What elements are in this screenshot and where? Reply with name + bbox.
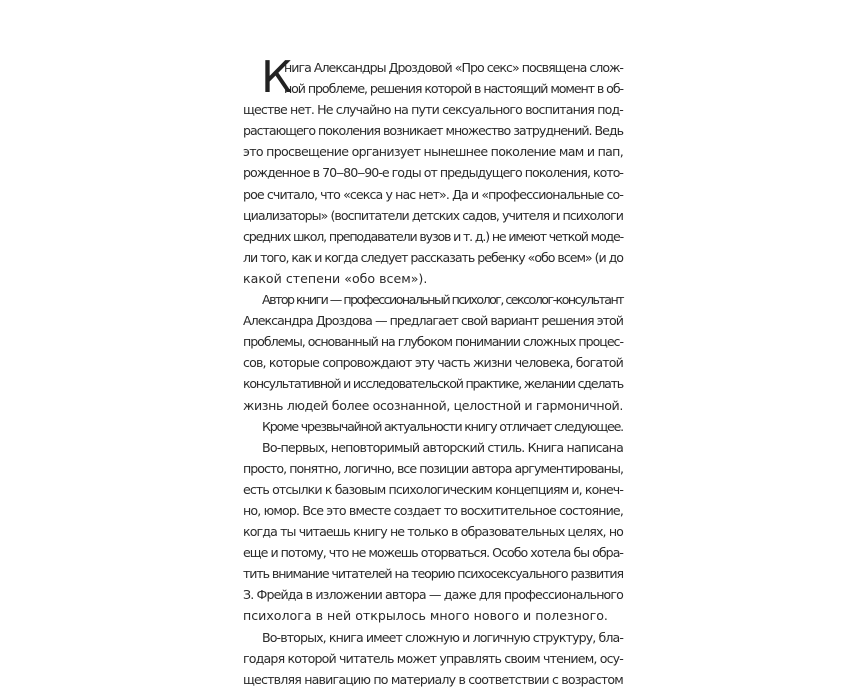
text-line: Автор книги — профессиональный психолог, сексолог-консультант	[262, 292, 623, 308]
text-line: ществе нет. Не случайно на пути сексуального воспитания под-	[243, 102, 623, 118]
paragraph-5	[243, 627, 623, 690]
text-line: тить внимание читателей на теорию психосексуального развития	[243, 566, 623, 582]
text-line: нига Александры Дроздовой «Про секс» посвящена слож-	[284, 60, 623, 75]
paragraph-1	[243, 52, 623, 289]
text-line: растающего поколения возникает множество затруднений. Ведь	[243, 123, 623, 139]
paragraph-3	[243, 416, 623, 437]
text-line: когда ты читаешь книгу не только в образовательных целях, но	[243, 524, 623, 540]
paragraph-4	[243, 437, 623, 627]
text-line: ной проблеме, решения которой в настоящий момент в об-	[284, 81, 623, 97]
text-line: ли того, как и когда следует рассказать ребенку «обо всем» (и до	[243, 249, 623, 265]
paragraph-2	[243, 289, 623, 416]
text-line: это просвещение организует нынешнее поколение мам и пап,	[243, 144, 623, 160]
text-line: средних школ, преподаватели вузов и т. д.) не имеют четкой моде-	[243, 228, 623, 244]
text-line: просто, понятно, логично, все позиции автора аргументированы,	[243, 460, 623, 476]
text-line: психолога в ней открылось много нового и полезного.	[243, 608, 608, 624]
text-line: сов, которые сопровождают эту часть жизни человека, богатой	[243, 355, 623, 371]
book-page	[243, 52, 623, 690]
text-line: но, юмор. Все это вместе создает то восхитительное состояние,	[243, 502, 623, 518]
text-line: З. Фрейда в изложении автора — даже для профессионального	[243, 587, 623, 603]
text-line: какой степени «обо всем»).	[243, 270, 428, 286]
text-line: Во-первых, неповторимый авторский стиль. Книга написана	[262, 439, 623, 455]
text-line: ществляя навигацию по материалу в соответствии с возрастом	[243, 671, 623, 687]
drop-cap: К	[261, 52, 293, 103]
text-line: жизнь людей более осознанной, целостной и гармоничной.	[243, 397, 623, 413]
text-line: рожденное в 70‒80‒90-е годы от предыдущего поколения, кото-	[243, 165, 623, 181]
text-line: Александра Дроздова — предлагает свой вариант решения этой	[243, 313, 623, 329]
text-line: консультативной и исследовательской практике, желании сделать	[243, 376, 623, 392]
text-line: рое считало, что «секса у нас нет». Да и «профессиональные со-	[243, 186, 623, 202]
text-line: есть отсылки к базовым психологическим концепциям и, конеч-	[243, 481, 623, 497]
text-line: циализаторы» (воспитатели детских садов, учителя и психологи	[243, 207, 623, 223]
text-line: Во-вторых, книга имеет сложную и логичную структуру, бла-	[262, 629, 623, 645]
text-line: еще и потому, что не можешь оторваться. Особо хотела бы обра-	[243, 545, 623, 561]
text-line: Кроме чрезвычайной актуальности книгу отличает следующее.	[262, 418, 623, 434]
text-line: годаря которой читатель может управлять своим чтением, осу-	[243, 650, 623, 666]
text-line: проблемы, основанный на глубоком понимании сложных процес-	[243, 334, 623, 350]
